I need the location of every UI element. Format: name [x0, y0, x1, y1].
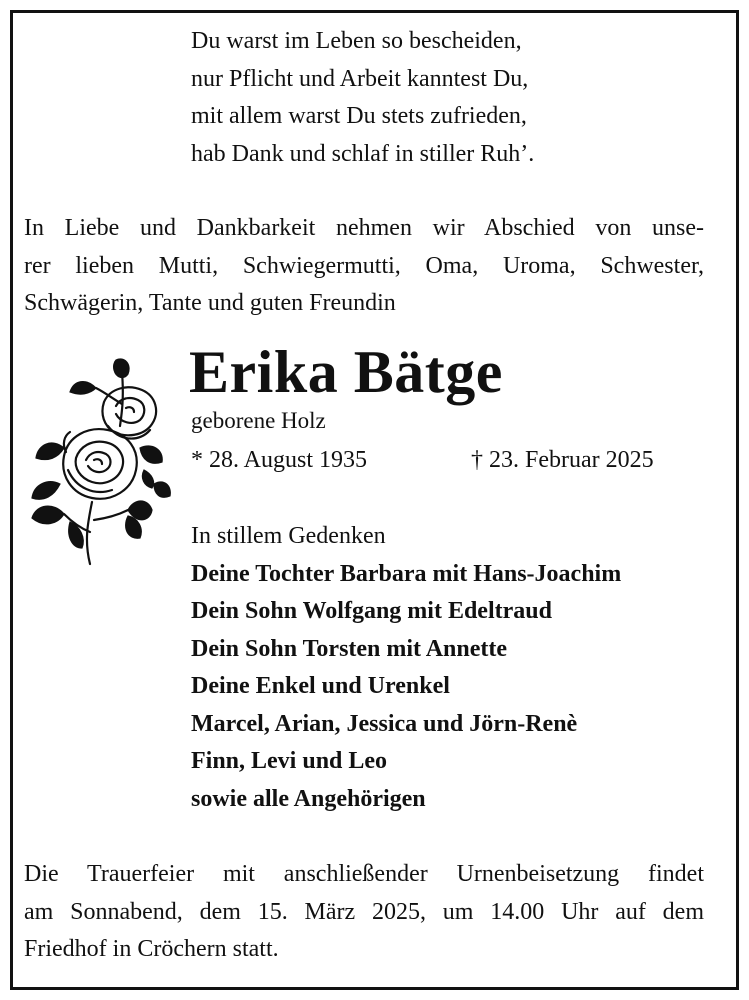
funeral-line: Friedhof in Cröchern statt.	[24, 936, 279, 962]
mourner-line: sowie alle Angehörigen	[191, 785, 426, 812]
funeral-line: am Sonnabend, dem 15. März 2025, um 14.00 Uhr auf dem	[24, 898, 704, 925]
rose-icon	[24, 352, 174, 567]
mourner-line: Dein Sohn Torsten mit Annette	[191, 635, 508, 662]
mourner-line: Deine Enkel und Urenkel	[191, 673, 450, 699]
poem-line: nur Pflicht und Arbeit kanntest Du,	[191, 65, 529, 92]
death-date: † 23. Februar 2025	[471, 447, 654, 473]
birth-name: geborene Holz	[191, 408, 326, 433]
poem-line: Du warst im Leben so bescheiden,	[191, 28, 522, 54]
mourners-lead: In stillem Gedenken	[191, 523, 386, 549]
funeral-line: Die Trauerfeier mit anschließender Urnenbeisetzung findet	[24, 861, 704, 887]
birth-date: * 28. August 1935	[191, 447, 368, 473]
poem	[191, 23, 534, 173]
funeral-notice	[24, 856, 704, 969]
mourner-line: Dein Sohn Wolfgang mit Edeltraud	[191, 598, 552, 624]
intro-line: In Liebe und Dankbarkeit nehmen wir Abschied von unse-	[24, 215, 704, 241]
poem-line: hab Dank und schlaf in stiller Ruh’.	[191, 140, 535, 167]
intro-line: Schwägerin, Tante und guten Freundin	[24, 290, 396, 316]
mourner-line: Finn, Levi und Leo	[191, 748, 388, 774]
deceased-name: Erika Bätge	[189, 339, 503, 405]
mourners-list	[191, 518, 621, 818]
mourner-line: Marcel, Arian, Jessica und Jörn-Renè	[191, 710, 578, 737]
poem-line: mit allem warst Du stets zufrieden,	[191, 103, 527, 129]
mourner-line: Deine Tochter Barbara mit Hans-Joachim	[191, 560, 622, 587]
intro-text	[24, 210, 704, 323]
intro-line: rer lieben Mutti, Schwiegermutti, Oma, Uroma, Schwester,	[24, 252, 704, 279]
